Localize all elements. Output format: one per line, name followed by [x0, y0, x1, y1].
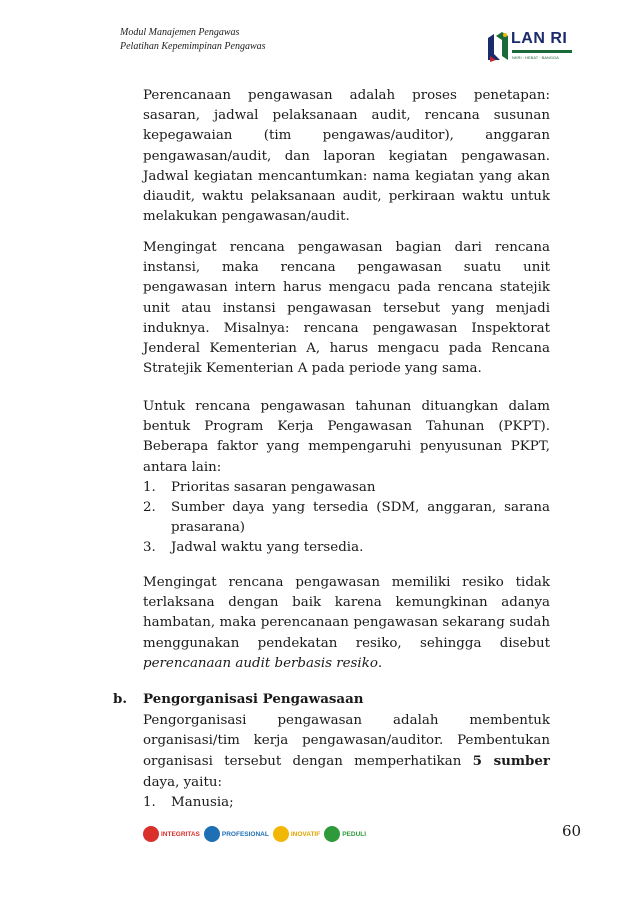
badge-inovatif: INOVATIF	[273, 826, 320, 842]
pkpt-factor-list	[143, 478, 550, 559]
badge-integritas: INTEGRITAS	[143, 826, 200, 842]
list-item: 1. Manusia;	[143, 794, 234, 810]
integritas-icon	[143, 826, 159, 842]
core-values-banner	[143, 822, 398, 846]
page-number: 60	[562, 822, 582, 840]
logo-tagline: NKRI · HEBAT · BANGGA	[512, 55, 559, 60]
badge-peduli: PEDULI	[324, 826, 366, 842]
list-item: 2. Sumber daya yang tersedia (SDM, anggaran, sarana prasarana)	[143, 500, 550, 536]
inovatif-icon	[273, 826, 289, 842]
logo-underline	[512, 50, 572, 53]
section-heading-b: b. Pengorganisasi Pengawasaan	[113, 691, 364, 707]
badge-profesional: PROFESIONAL	[204, 826, 269, 842]
paragraph-rencana-instansi: Mengingat rencana pengawasan bagian dari rencana instansi, maka rencana pengawasan suatu unit pengawasan intern harus mengacu pada rencana statejik unit atau instansi pengawasan tersebut yang menjadi induknya. Misalnya: rencana pengawasan Inspektorat Jenderal Kementerian A, harus mengacu pada Rencana Stratejik Kementerian A pada periode yang sama.	[143, 240, 550, 377]
profesional-icon	[204, 826, 220, 842]
running-header	[120, 26, 266, 54]
paragraph-perencanaan: Perencanaan pengawasan adalah proses penetapan: sasaran, jadwal pelaksanaan audit, rencana susunan kepegawaian (tim pengawas/auditor), anggaran pengawasan/audit, dan laporan kegiatan pengawasan. Jadwal kegiatan mencantumkan: nama kegiatan yang akan diaudit, waktu pelaksanaan audit, perkiraan waktu untuk melakukan pengawasan/audit.	[143, 88, 550, 225]
list-item: 1. Prioritas sasaran pengawasan	[143, 479, 376, 495]
logo-text: LAN RI	[511, 30, 568, 47]
italic-term: perencanaan audit berbasis resiko	[143, 655, 378, 671]
header-course-title: Pelatihan Kepemimpinan Pengawas	[120, 41, 266, 52]
header-module-title: Modul Manajemen Pengawas	[120, 27, 240, 38]
list-item: 3. Jadwal waktu yang tersedia.	[143, 540, 364, 556]
sumber-daya-list	[143, 793, 550, 813]
peduli-icon	[324, 826, 340, 842]
lan-ri-emblem-icon	[486, 32, 510, 62]
bold-term: 5 sumber	[472, 753, 550, 770]
paragraph-resiko: Mengingat rencana pengawasan memiliki resiko tidak terlaksana dengan baik karena kemungkinan adanya hambatan, maka perencanaan pengawasan sekarang sudah menggunakan pendekatan resiko, sehingga disebut perencanaan audit berbasis resiko.	[143, 575, 550, 671]
section-title: Pengorganisasi Pengawasaan	[143, 691, 364, 707]
lan-ri-logo	[486, 28, 578, 70]
paragraph-pengorganisasi: Pengorganisasi pengawasan adalah membentuk organisasi/tim kerja pengawasan/auditor. Pembentukan organisasi tersebut dengan memperhatikan 5 sumber daya, yaitu: 1. Manusia;	[143, 711, 550, 813]
paragraph-pkpt: Untuk rencana pengawasan tahunan dituangkan dalam bentuk Program Kerja Pengawasan Tahunan (PKPT). Beberapa faktor yang mempengaruhi penyusunan PKPT, antara lain: 1. Prioritas sasaran pengawasan 2. Sumber daya yang tersedia (SDM, anggaran, sarana prasarana) 3. Jadwal waktu yang tersedia.	[143, 397, 550, 559]
